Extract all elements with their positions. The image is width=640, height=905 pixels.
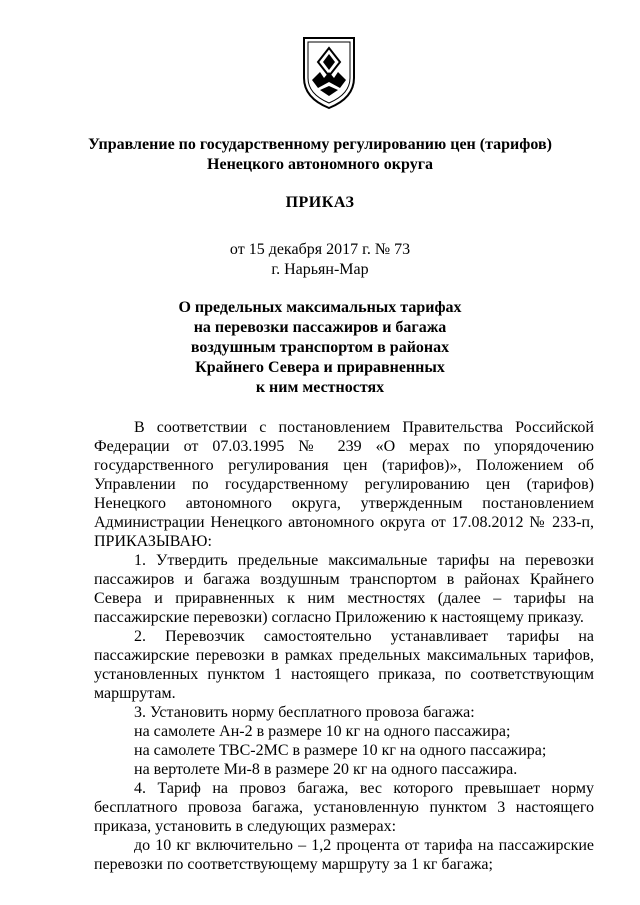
clause-3-item: на самолете ТВС-2МС в размере 10 кг на одного пассажира;: [134, 742, 547, 759]
clause-3: 3. Установить норму бесплатного провоза багажа:: [134, 704, 475, 721]
place: г. Нарьян-Мар: [271, 261, 369, 278]
preamble-paragraph: В соответствии с постановлением Правительства Российской Федерации от 07.03.1995 № 239 «О мерах по упорядочению государственного регулирования цен (тарифов)», Положением об Управлении по государственному регулированию цен (тарифов) Ненецкого автономного округа, утвержденным постановлением Администрации Ненецкого автономного округа от 17.08.2012 № 233-п, ПРИКАЗЫВАЮ:: [94, 419, 594, 550]
subject-line: Крайнего Севера и приравненных: [195, 359, 445, 376]
clause-2: 2. Перевозчик самостоятельно устанавливает тарифы на пассажирские перевозки в рамках предельных максимальных тарифов, установленных пунктом 1 настоящего приказа, по соответствующим маршрутам.: [94, 628, 594, 702]
issuer-line-2: Ненецкого автономного округа: [207, 156, 433, 173]
subject-line: воздушным транспортом в районах: [190, 339, 450, 356]
clause-1: 1. Утвердить предельные максимальные тарифы на перевозки пассажиров и багажа воздушным транспортом в районах Крайнего Севера и приравненных к ним местностях (далее – тарифы на пассажирские перевозки) согласно Приложению к настоящему приказу.: [94, 552, 594, 626]
document-type: ПРИКАЗ: [285, 194, 355, 211]
subject-line: на перевозки пассажиров и багажа: [193, 319, 447, 336]
subject-line: к ним местностях: [255, 379, 385, 396]
clause-4: 4. Тариф на провоз багажа, вес которого превышает норму бесплатного провоза багажа, установленную пунктом 3 настоящего приказа, установить в следующих размерах:: [94, 780, 594, 835]
order-body: [94, 418, 594, 874]
clause-3-item: на вертолете Ми-8 в размере 20 кг на одного пассажира.: [134, 761, 518, 778]
subject-line: О предельных максимальных тарифах: [178, 299, 462, 316]
issuer-header: [0, 135, 640, 175]
clause-3-item: на самолете Ан-2 в размере 10 кг на одного пассажира;: [134, 723, 511, 740]
date-number: от 15 декабря 2017 г. № 73: [229, 241, 411, 258]
date-place-block: [0, 240, 640, 280]
coat-of-arms-emblem: [300, 32, 358, 110]
clause-4-item: до 10 кг включительно – 1,2 процента от тарифа на пассажирские перевозки по соответствующему маршруту за 1 кг багажа;: [94, 837, 594, 873]
subject-heading: [0, 298, 640, 398]
issuer-line-1: Управление по государственному регулированию цен (тарифов): [88, 136, 552, 153]
